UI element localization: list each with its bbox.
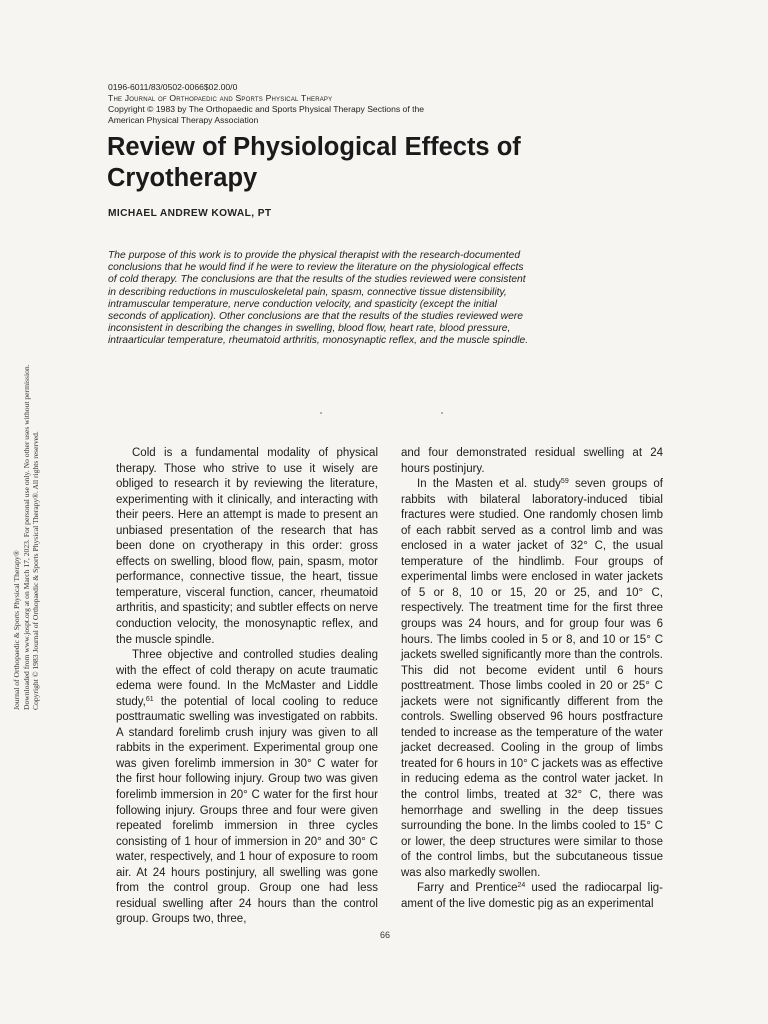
body-paragraph: Cold is a fundamental modality of physical therapy. Those who strive to use it wisely are obliged to research it by reviewing the literature, experimenting with it clinically, and interacting with their peers. Here an attempt is made to present an unbiased presentation of the research that has been done on cryotherapy in this order: gross effects on swelling, blood flow, pain, spasm, motor performance, connective tissue, the heart, tissue temperature, visceral function, cancer, rheumatoid arthritis, and spasticity; and subtler effects on nerve conduction velocity, the monosynaptic reflex, and the muscle spindle. (116, 447, 378, 646)
abstract: The purpose of this work is to provide the physical therapist with the research-documented conclusions that he would find if he were to review the literature on the physiological effects of cold therapy. The conclusions are that the results of the studies reviewed were consistent in describing reductions in musculoskeletal pain, spasm, connective tissue distensibility, intramuscular temperature, nerve conduction velocity, and spasticity (except the initial seconds of application). Other conclusions are that the results of the studies reviewed were inconsistent in describing the changes in swelling, blood flow, heart rate, blood pressure, intraarticular temperature, rheumatoid arthritis, monosynaptic reflex, and the muscle spindle. (108, 250, 529, 347)
sidebar-line: Downloaded from www.jospt.org at on March 17, 2023. For personal use only. No other uses without permission. (21, 364, 31, 710)
scan-speck (320, 412, 322, 414)
citation-ref: 59 (560, 478, 569, 486)
paragraph-text: seven groups of rabbits with bilateral laboratory-induced tibial fractures were studied. One randomly chosen limb of each rabbit served as a control limb and was enclosed in a water jacket of 32° C, the usual temperature of the hindlimb. Four groups of experimental limbs were enclosed in water jackets of 5 or 8, 10 or 15, 20 or 25, and 10° C, respectively. The treatment time for the first three groups was 24 hours, and for group four was 6 hours. The limbs cooled in 5 or 8, and 10 or 15° C jackets swelled significantly more than the controls. This did not become evident until 6 hours posttreatment. Those limbs cooled in 20 or 25° C jackets were not significantly different from the controls. Swelling observed 96 hours postfracture tended to increase as the temperature of the water jacket decreased. Cooling in the group of limbs treated for 6 hours in 10° C jackets was as effective in reducing edema as the control water jacket. In the control limbs, treated at 32° C, there was hemorrhage and swelling in the deep tissues surrounding the bone. In the limbs cooled to 15° C or lower, the deep structures were similar to those of the control limbs, but the subcutaneous tissue was also markedly swollen. (401, 478, 663, 879)
citation-ref: 61 (145, 695, 154, 703)
paragraph-text: Farry and Prentice (417, 882, 518, 895)
body-paragraph (401, 881, 663, 912)
scan-speck (441, 412, 443, 414)
download-notice-sidebar (12, 364, 41, 710)
paragraph-text: used the radiocarpal ligament of the live domestic pig as an experimental (401, 882, 663, 910)
body-paragraph: and four demonstrated residual swelling at 24 hours postinjury. (401, 447, 663, 475)
body-column-left (116, 446, 378, 928)
journal-header (108, 82, 668, 126)
copyright-line-2: American Physical Therapy Association (108, 115, 259, 125)
sidebar-line: Journal of Orthopaedic & Sports Physical Therapy® (12, 550, 21, 710)
paragraph-text: Three objective and controlled studies dealing with the effect of cold therapy on acute traumatic edema were found. In the McMaster and Liddle study, (116, 649, 378, 708)
author-name: MICHAEL ANDREW KOWAL, PT (108, 208, 272, 219)
body-column-right (401, 446, 663, 912)
body-paragraph (401, 477, 663, 881)
article-title: Review of Physiological Effects of Cryotherapy (107, 133, 521, 192)
paragraph-text: the potential of local cooling to reduce posttraumatic swelling was investigated on rabbits. A standard forelimb crush injury was given to all rabbits in the experiment. Experimental group one was given forelimb immersion in 30° C water for the first hour following injury. Group two was given forelimb immersion in 20° C water for the first hour following injury. Groups three and four were given repeated forelimb immersion in three cycles consisting of 1 hour of immersion in 20° and 30° C water, respectively, and 1 hour of exposure to room air. At 24 hours postinjury, all swelling was gone from the control group. Group one had less residual swelling after 24 hours than the control group. Groups two, three, (116, 695, 378, 926)
body-paragraph (116, 648, 378, 928)
article-code: 0196-6011/83/0502-0066$02.00/0 (108, 82, 238, 92)
paragraph-text: In the Masten et al. study (417, 478, 561, 491)
citation-ref: 24 (517, 882, 526, 890)
journal-name: The Journal of Orthopaedic and Sports Physical Therapy (108, 93, 333, 103)
sidebar-line: Copyright © 1983 Journal of Orthopaedic & Sports Physical Therapy®. All rights reserved. (31, 431, 41, 710)
copyright-line-1: Copyright © 1983 by The Orthopaedic and Sports Physical Therapy Sections of the (108, 104, 425, 114)
page-number: 66 (380, 930, 391, 940)
